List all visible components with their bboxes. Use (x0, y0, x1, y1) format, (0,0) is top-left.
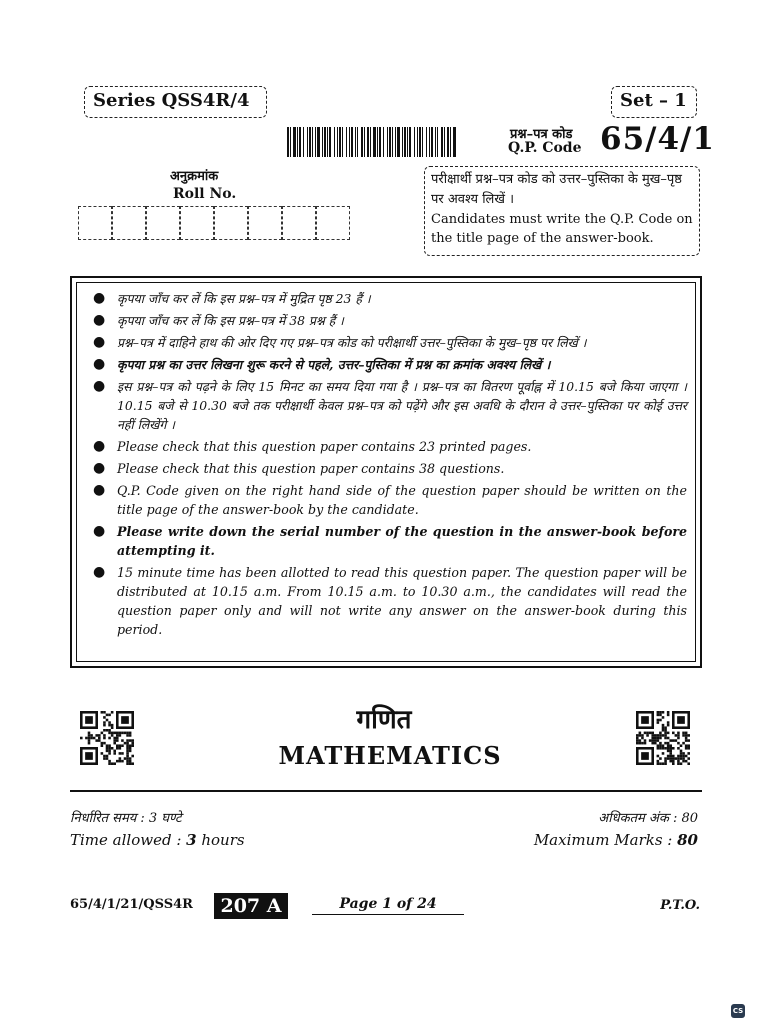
instruction-item (91, 333, 687, 352)
instructions-box (70, 276, 702, 668)
subject-title-hindi: गणित (356, 705, 412, 735)
bullet-icon: ● (93, 564, 106, 580)
instruction-text: इस प्रश्न–पत्र को पढ़ने के लिए 15 मिनट का समय दिया गया है । प्रश्न–पत्र का वितरण पूर्वाह्न में 10.15 बजे किया जाएगा । 10.15 बजे से 10.30 बजे तक परीक्षार्थी केवल प्रश्न–पत्र को पढ़ेंगे और इस अवधि के दौरान वे उत्तर–पुस्तिका पर कोई उत्तर नहीं लिखेंगे । (117, 379, 688, 432)
subject-title-english: MATHEMATICS (278, 741, 502, 770)
pto-label: P.T.O. (660, 898, 700, 913)
candidate-note-box (424, 166, 700, 256)
qp-code-value: 65/4/1 (600, 121, 715, 157)
max-marks-english: Maximum Marks : 80 (533, 831, 698, 849)
bullet-icon: ● (93, 290, 106, 306)
instruction-text: Please write down the serial number of the question in the answer-book before attempting it. (117, 524, 687, 558)
bullet-icon: ● (93, 438, 106, 454)
bullet-icon: ● (93, 460, 106, 476)
instruction-text: Q.P. Code given on the right hand side of the question paper should be written on the title page of the answer-book by the candidate. (117, 483, 687, 517)
qp-code-label-english: Q.P. Code (508, 140, 582, 156)
roll-no-digit-box[interactable] (282, 206, 316, 240)
instruction-text: प्रश्न–पत्र में दाहिने हाथ की ओर दिए गए प्रश्न–पत्र कोड को परीक्षार्थी उत्तर–पुस्तिका के मुख–पृष्ठ पर लिखें । (117, 335, 587, 350)
barcode-icon (287, 127, 457, 157)
footer-badge: 207 A (214, 893, 288, 919)
roll-no-digit-box[interactable] (180, 206, 214, 240)
instruction-text: 15 minute time has been allotted to read this question paper. The question paper will be distributed at 10.15 a.m. From 10.15 a.m. to 10.30 a.m., the candidates will read the question paper only and will not write any answer on the answer-book during this period. (117, 565, 687, 637)
bullet-icon: ● (93, 356, 106, 372)
scanner-badge-icon[interactable]: CS (731, 1004, 745, 1018)
series-label: Series QSS4R/4 (93, 90, 250, 111)
instruction-text: कृपया जाँच कर लें कि इस प्रश्न–पत्र में 38 प्रश्न हैं । (117, 313, 344, 328)
roll-no-label-english: Roll No. (173, 186, 237, 202)
roll-no-digit-box[interactable] (146, 206, 180, 240)
time-allowed-hindi: निर्धारित समय : 3 घण्टे (70, 811, 182, 826)
qp-code-label-hindi: प्रश्न–पत्र कोड (510, 127, 573, 142)
candidate-note-english: Candidates must write the Q.P. Code on the title page of the answer-book. (431, 212, 693, 246)
instruction-text: कृपया प्रश्न का उत्तर लिखना शुरू करने से पहले, उत्तर–पुस्तिका में प्रश्न का क्रमांक अवश्य लिखें । (117, 357, 551, 372)
instruction-text: कृपया जाँच कर लें कि इस प्रश्न–पत्र में मुद्रित पृष्ठ 23 हैं । (117, 291, 371, 306)
instruction-item (91, 377, 687, 434)
roll-no-boxes[interactable] (78, 206, 350, 240)
instruction-text: Please check that this question paper contains 38 questions. (117, 461, 505, 476)
instruction-item (91, 311, 687, 330)
instruction-item (91, 437, 687, 456)
roll-no-digit-box[interactable] (248, 206, 282, 240)
instruction-item (91, 522, 687, 560)
instruction-item (91, 563, 687, 639)
roll-no-digit-box[interactable] (112, 206, 146, 240)
set-label: Set – 1 (620, 90, 687, 111)
roll-no-digit-box[interactable] (316, 206, 350, 240)
bullet-icon: ● (93, 334, 106, 350)
instruction-item (91, 459, 687, 478)
instructions-list (91, 289, 687, 639)
footer-code: 65/4/1/21/QSS4R (70, 897, 193, 912)
set-box (611, 86, 697, 118)
bullet-icon: ● (93, 378, 106, 394)
roll-no-label-hindi: अनुक्रमांक (170, 169, 219, 184)
time-allowed-english: Time allowed : 3 hours (70, 831, 245, 849)
series-box (84, 86, 267, 118)
instruction-item (91, 355, 687, 374)
candidate-note-hindi: परीक्षार्थी प्रश्न–पत्र कोड को उत्तर–पुस्तिका के मुख–पृष्ठ पर अवश्य लिखें । (431, 172, 682, 207)
instruction-item (91, 481, 687, 519)
bullet-icon: ● (93, 312, 106, 328)
page-number: Page 1 of 24 (312, 896, 464, 915)
divider (70, 790, 702, 792)
roll-no-digit-box[interactable] (78, 206, 112, 240)
instruction-item (91, 289, 687, 308)
max-marks-hindi: अधिकतम अंक : 80 (598, 811, 698, 826)
bullet-icon: ● (93, 482, 106, 498)
instruction-text: Please check that this question paper contains 23 printed pages. (117, 439, 532, 454)
bullet-icon: ● (93, 523, 106, 539)
roll-no-digit-box[interactable] (214, 206, 248, 240)
